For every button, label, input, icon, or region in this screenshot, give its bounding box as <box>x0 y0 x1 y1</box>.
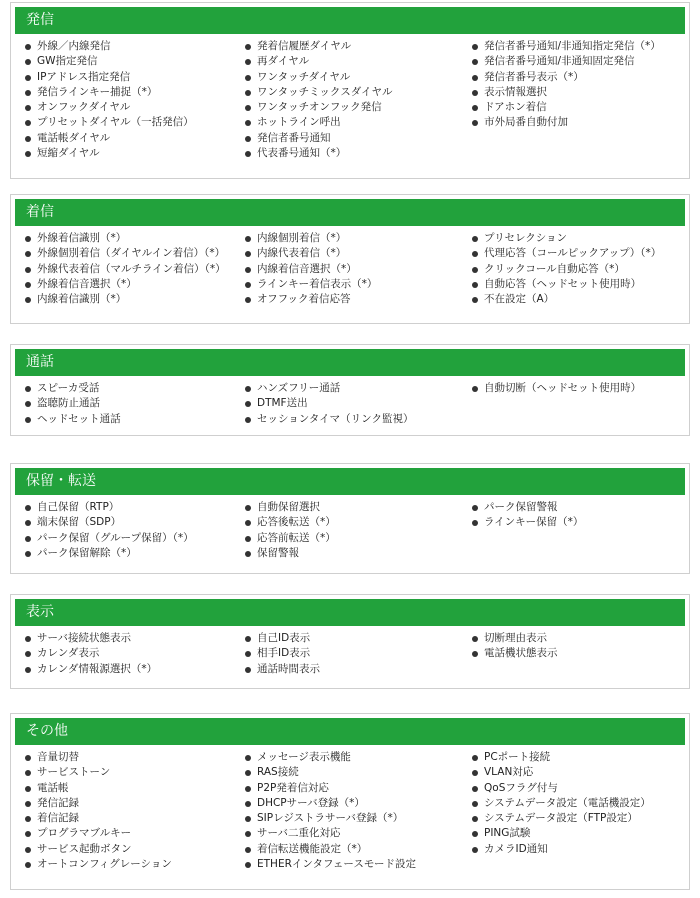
feature-item <box>472 277 661 292</box>
feature-label: 短縮ダイヤル <box>37 147 100 160</box>
section-2 <box>10 344 690 436</box>
bullet-icon <box>245 816 251 822</box>
bullet-icon <box>472 505 478 511</box>
bullet-icon <box>245 862 251 868</box>
bullet-icon <box>25 520 31 526</box>
bullet-icon <box>245 120 251 126</box>
bullet-icon <box>25 755 31 761</box>
feature-label: 外線着信識別（*） <box>37 232 127 244</box>
feature-item <box>472 646 558 661</box>
feature-label: 発信記録 <box>37 796 79 809</box>
feature-item <box>245 631 320 646</box>
bullet-icon <box>472 90 478 96</box>
feature-item <box>25 115 194 130</box>
feature-label: 内線着信識別（*） <box>37 293 127 306</box>
feature-label: スピーカ受話 <box>37 382 100 394</box>
feature-item <box>245 857 416 872</box>
feature-item <box>245 277 377 292</box>
bullet-icon <box>245 551 251 557</box>
bullet-icon <box>25 651 31 657</box>
bullet-icon <box>472 520 478 526</box>
feature-item <box>25 39 194 54</box>
feature-label: PCポート接続 <box>484 751 551 763</box>
bullet-icon <box>25 536 31 542</box>
feature-label: 自己保留（RTP） <box>37 501 120 513</box>
feature-column-2 <box>472 500 583 531</box>
feature-item <box>25 531 194 546</box>
feature-label: セッションタイマ（リンク監視） <box>257 412 414 425</box>
feature-label: VLAN対応 <box>484 766 534 779</box>
feature-label: カレンダ情報源選択（*） <box>37 662 158 675</box>
bullet-icon <box>25 417 31 423</box>
feature-label: 代理応答（コールピックアップ）（*） <box>484 247 662 260</box>
bullet-icon <box>245 236 251 242</box>
feature-item <box>472 70 661 85</box>
feature-label: DTMF送出 <box>257 397 308 410</box>
feature-item <box>245 146 392 161</box>
bullet-icon <box>25 105 31 111</box>
feature-column-2 <box>472 631 558 662</box>
feature-item <box>245 262 377 277</box>
feature-item <box>25 546 194 561</box>
section-5 <box>10 713 690 890</box>
feature-item <box>245 531 336 546</box>
bullet-icon <box>245 44 251 50</box>
feature-label: 代表番号通知（*） <box>257 147 347 160</box>
bullet-icon <box>472 75 478 81</box>
feature-label: ワンタッチミックスダイヤル <box>257 85 393 98</box>
bullet-icon <box>245 520 251 526</box>
feature-label: 外線／内線発信 <box>37 40 111 52</box>
feature-label: 発信者番号通知 <box>257 131 331 144</box>
feature-label: 不在設定（A） <box>484 293 555 306</box>
bullet-icon <box>245 847 251 853</box>
feature-item <box>472 811 651 826</box>
bullet-icon <box>25 831 31 837</box>
feature-label: 発信者番号通知/非通知固定発信 <box>484 55 635 68</box>
feature-item <box>245 115 392 130</box>
feature-label: 表示情報選択 <box>484 85 547 98</box>
feature-column-0 <box>25 231 226 307</box>
feature-item <box>472 100 661 115</box>
bullet-icon <box>472 59 478 65</box>
feature-item <box>25 662 157 677</box>
feature-item <box>25 500 194 515</box>
feature-label: RAS接続 <box>257 766 299 779</box>
bullet-icon <box>472 755 478 761</box>
bullet-icon <box>245 105 251 111</box>
feature-item <box>245 39 392 54</box>
feature-label: 発信者番号通知/非通知指定発信（*） <box>484 40 661 52</box>
feature-item <box>472 500 583 515</box>
bullet-icon <box>25 75 31 81</box>
section-title: 表示 <box>15 599 685 626</box>
bullet-icon <box>25 90 31 96</box>
bullet-icon <box>25 151 31 157</box>
feature-label: 外線着信音選択（*） <box>37 277 137 290</box>
feature-column-1 <box>245 750 416 872</box>
bullet-icon <box>472 251 478 257</box>
feature-label: 応答後転送（*） <box>257 516 336 529</box>
feature-item <box>25 70 194 85</box>
feature-column-1 <box>245 381 413 427</box>
bullet-icon <box>472 386 478 392</box>
feature-item <box>472 515 583 530</box>
bullet-icon <box>472 236 478 242</box>
feature-label: 外線個別着信（ダイヤルイン着信）（*） <box>37 247 226 260</box>
feature-item <box>245 100 392 115</box>
feature-label: 自動応答（ヘッドセット使用時） <box>484 277 642 290</box>
feature-label: ラインキー着信表示（*） <box>257 277 378 290</box>
feature-label: 外線代表着信（マルチライン着信）（*） <box>37 262 226 275</box>
feature-item <box>472 246 661 261</box>
feature-label: 内線個別着信（*） <box>257 232 347 244</box>
feature-item <box>25 100 194 115</box>
bullet-icon <box>472 786 478 792</box>
bullet-icon <box>25 44 31 50</box>
bullet-icon <box>245 136 251 142</box>
feature-column-1 <box>245 500 336 561</box>
bullet-icon <box>245 386 251 392</box>
feature-item <box>25 765 172 780</box>
bullet-icon <box>245 755 251 761</box>
feature-label: IPアドレス指定発信 <box>37 70 131 83</box>
feature-label: 着信転送機能設定（*） <box>257 842 368 855</box>
feature-label: 電話機状態表示 <box>484 647 558 660</box>
feature-column-0 <box>25 381 121 427</box>
feature-label: ワンタッチダイヤル <box>257 70 351 83</box>
bullet-icon <box>25 770 31 776</box>
bullet-icon <box>245 90 251 96</box>
feature-item <box>25 515 194 530</box>
feature-label: 内線着信音選択（*） <box>257 262 357 275</box>
bullet-icon <box>25 786 31 792</box>
feature-item <box>245 826 416 841</box>
bullet-icon <box>245 401 251 407</box>
bullet-icon <box>25 505 31 511</box>
feature-label: サーバ接続状態表示 <box>37 632 131 644</box>
feature-item <box>245 292 377 307</box>
bullet-icon <box>245 801 251 807</box>
bullet-icon <box>472 636 478 642</box>
feature-label: 発着信履歴ダイヤル <box>257 40 352 52</box>
feature-label: 内線代表着信（*） <box>257 247 347 260</box>
feature-item <box>472 39 661 54</box>
feature-item <box>245 842 416 857</box>
bullet-icon <box>245 59 251 65</box>
feature-item <box>472 115 661 130</box>
feature-label: 切断理由表示 <box>484 632 547 644</box>
feature-item <box>25 85 194 100</box>
bullet-icon <box>245 651 251 657</box>
bullet-icon <box>472 267 478 273</box>
feature-item <box>25 54 194 69</box>
section-title: その他 <box>15 718 685 745</box>
feature-label: ETHERインタフェースモード設定 <box>257 858 416 871</box>
feature-label: 電話帳ダイヤル <box>37 131 111 144</box>
feature-label: クリックコール自動応答（*） <box>484 262 625 275</box>
feature-column-0 <box>25 39 194 161</box>
feature-item <box>472 231 661 246</box>
feature-item <box>245 750 416 765</box>
bullet-icon <box>25 236 31 242</box>
feature-label: PING試験 <box>484 827 531 840</box>
feature-label: GW指定発信 <box>37 55 98 68</box>
bullet-icon <box>25 401 31 407</box>
bullet-icon <box>245 831 251 837</box>
bullet-icon <box>472 770 478 776</box>
bullet-icon <box>25 120 31 126</box>
feature-label: ホットライン呼出 <box>257 116 341 129</box>
bullet-icon <box>245 667 251 673</box>
bullet-icon <box>25 282 31 288</box>
bullet-icon <box>245 536 251 542</box>
feature-item <box>245 396 413 411</box>
bullet-icon <box>245 770 251 776</box>
feature-item <box>25 796 172 811</box>
bullet-icon <box>472 297 478 303</box>
feature-label: パーク保留（グループ保留）（*） <box>37 531 194 544</box>
section-1 <box>10 194 690 324</box>
bullet-icon <box>472 120 478 126</box>
feature-item <box>472 54 661 69</box>
feature-label: ワンタッチオンフック発信 <box>257 101 382 114</box>
feature-item <box>25 646 157 661</box>
feature-item <box>245 54 392 69</box>
feature-item <box>245 131 392 146</box>
feature-label: 着信記録 <box>37 812 79 825</box>
feature-item <box>245 231 377 246</box>
feature-item <box>25 146 194 161</box>
feature-item <box>245 70 392 85</box>
feature-item <box>245 85 392 100</box>
section-title: 通話 <box>15 349 685 376</box>
bullet-icon <box>245 75 251 81</box>
feature-label: システムデータ設定（電話機設定） <box>484 796 651 809</box>
feature-column-1 <box>245 631 320 677</box>
feature-label: 自動保留選択 <box>257 501 320 513</box>
bullet-icon <box>25 297 31 303</box>
bullet-icon <box>245 297 251 303</box>
bullet-icon <box>472 831 478 837</box>
bullet-icon <box>472 105 478 111</box>
feature-item <box>25 631 157 646</box>
bullet-icon <box>245 786 251 792</box>
bullet-icon <box>25 267 31 273</box>
feature-item <box>25 277 226 292</box>
bullet-icon <box>245 417 251 423</box>
feature-label: 再ダイヤル <box>257 55 310 68</box>
feature-label: ハンズフリー通話 <box>257 382 341 394</box>
bullet-icon <box>25 816 31 822</box>
section-4 <box>10 594 690 689</box>
feature-label: サービストーン <box>37 766 111 779</box>
feature-item <box>472 292 661 307</box>
bullet-icon <box>25 847 31 853</box>
feature-item <box>245 662 320 677</box>
bullet-icon <box>472 282 478 288</box>
feature-label: 盗聴防止通話 <box>37 397 100 410</box>
feature-item <box>472 842 651 857</box>
feature-label: システムデータ設定（FTP設定） <box>484 812 638 825</box>
feature-item <box>245 246 377 261</box>
feature-item <box>25 262 226 277</box>
feature-label: 発信ラインキー捕捉（*） <box>37 85 158 98</box>
feature-item <box>25 131 194 146</box>
feature-item <box>25 857 172 872</box>
feature-item <box>25 412 121 427</box>
bullet-icon <box>25 862 31 868</box>
feature-item <box>472 765 651 780</box>
feature-label: カレンダ表示 <box>37 647 100 660</box>
feature-label: サービス起動ボタン <box>37 842 132 855</box>
feature-item <box>25 381 121 396</box>
bullet-icon <box>25 59 31 65</box>
feature-label: 音量切替 <box>37 751 79 763</box>
feature-item <box>25 826 172 841</box>
bullet-icon <box>472 847 478 853</box>
section-title: 保留・転送 <box>15 468 685 495</box>
feature-column-0 <box>25 750 172 872</box>
feature-label: プログラマブルキー <box>37 827 132 840</box>
feature-label: ヘッドセット通話 <box>37 412 121 425</box>
bullet-icon <box>472 816 478 822</box>
feature-item <box>245 546 336 561</box>
feature-item <box>472 781 651 796</box>
feature-label: 端末保留（SDP） <box>37 516 122 529</box>
feature-column-1 <box>245 39 392 161</box>
feature-column-2 <box>472 39 661 131</box>
feature-label: オンフックダイヤル <box>37 101 131 114</box>
bullet-icon <box>25 636 31 642</box>
feature-label: 市外局番自動付加 <box>484 116 568 129</box>
feature-label: 保留警報 <box>257 546 299 559</box>
feature-label: 通話時間表示 <box>257 662 320 675</box>
feature-label: サーバ二重化対応 <box>257 827 341 840</box>
feature-item <box>245 412 413 427</box>
feature-item <box>472 85 661 100</box>
section-0 <box>10 2 690 179</box>
feature-item <box>245 811 416 826</box>
feature-label: SIPレジストラサーバ登録（*） <box>257 812 404 825</box>
feature-item <box>25 246 226 261</box>
feature-label: 発信者番号表示（*） <box>484 70 584 83</box>
bullet-icon <box>25 251 31 257</box>
feature-column-0 <box>25 500 194 561</box>
bullet-icon <box>245 151 251 157</box>
feature-item <box>245 500 336 515</box>
feature-item <box>25 750 172 765</box>
bullet-icon <box>25 136 31 142</box>
bullet-icon <box>25 386 31 392</box>
bullet-icon <box>245 251 251 257</box>
feature-label: パーク保留警報 <box>484 501 558 513</box>
feature-item <box>25 396 121 411</box>
feature-label: ドアホン着信 <box>484 101 547 114</box>
feature-column-2 <box>472 750 651 857</box>
feature-item <box>245 796 416 811</box>
section-title: 発信 <box>15 7 685 34</box>
feature-column-0 <box>25 631 157 677</box>
feature-label: 自己ID表示 <box>257 632 311 644</box>
bullet-icon <box>472 651 478 657</box>
bullet-icon <box>245 636 251 642</box>
feature-label: P2P発着信対応 <box>257 781 329 794</box>
feature-item <box>472 262 661 277</box>
feature-label: カメラID通知 <box>484 842 548 855</box>
section-3 <box>10 463 690 574</box>
feature-item <box>25 842 172 857</box>
feature-label: メッセージ表示機能 <box>257 751 351 763</box>
bullet-icon <box>25 551 31 557</box>
feature-item <box>25 811 172 826</box>
feature-column-2 <box>472 231 661 307</box>
feature-item <box>245 765 416 780</box>
feature-item <box>25 292 226 307</box>
feature-label: 電話帳 <box>37 781 69 794</box>
feature-item <box>245 781 416 796</box>
feature-label: 応答前転送（*） <box>257 531 336 544</box>
feature-item <box>472 631 558 646</box>
feature-item <box>25 231 226 246</box>
feature-item <box>245 381 413 396</box>
bullet-icon <box>25 801 31 807</box>
feature-item <box>25 781 172 796</box>
feature-item <box>472 796 651 811</box>
feature-label: オートコンフィグレーション <box>37 858 172 871</box>
feature-label: プリセレクション <box>484 232 568 244</box>
feature-item <box>472 381 641 396</box>
feature-label: QoSフラグ付与 <box>484 781 558 794</box>
feature-item <box>472 826 651 841</box>
feature-item <box>472 750 651 765</box>
feature-label: パーク保留解除（*） <box>37 546 137 559</box>
bullet-icon <box>245 267 251 273</box>
bullet-icon <box>245 505 251 511</box>
bullet-icon <box>472 801 478 807</box>
feature-label: プリセットダイヤル（一括発信） <box>37 116 194 129</box>
feature-column-2 <box>472 381 641 396</box>
feature-label: オフフック着信応答 <box>257 293 351 306</box>
feature-item <box>245 515 336 530</box>
section-title: 着信 <box>15 199 685 226</box>
feature-label: 自動切断（ヘッドセット使用時） <box>484 382 642 394</box>
feature-item <box>245 646 320 661</box>
feature-column-1 <box>245 231 377 307</box>
bullet-icon <box>472 44 478 50</box>
bullet-icon <box>245 282 251 288</box>
feature-label: DHCPサーバ登録（*） <box>257 796 365 809</box>
feature-label: ラインキー保留（*） <box>484 516 584 529</box>
bullet-icon <box>25 667 31 673</box>
feature-label: 相手ID表示 <box>257 647 311 660</box>
